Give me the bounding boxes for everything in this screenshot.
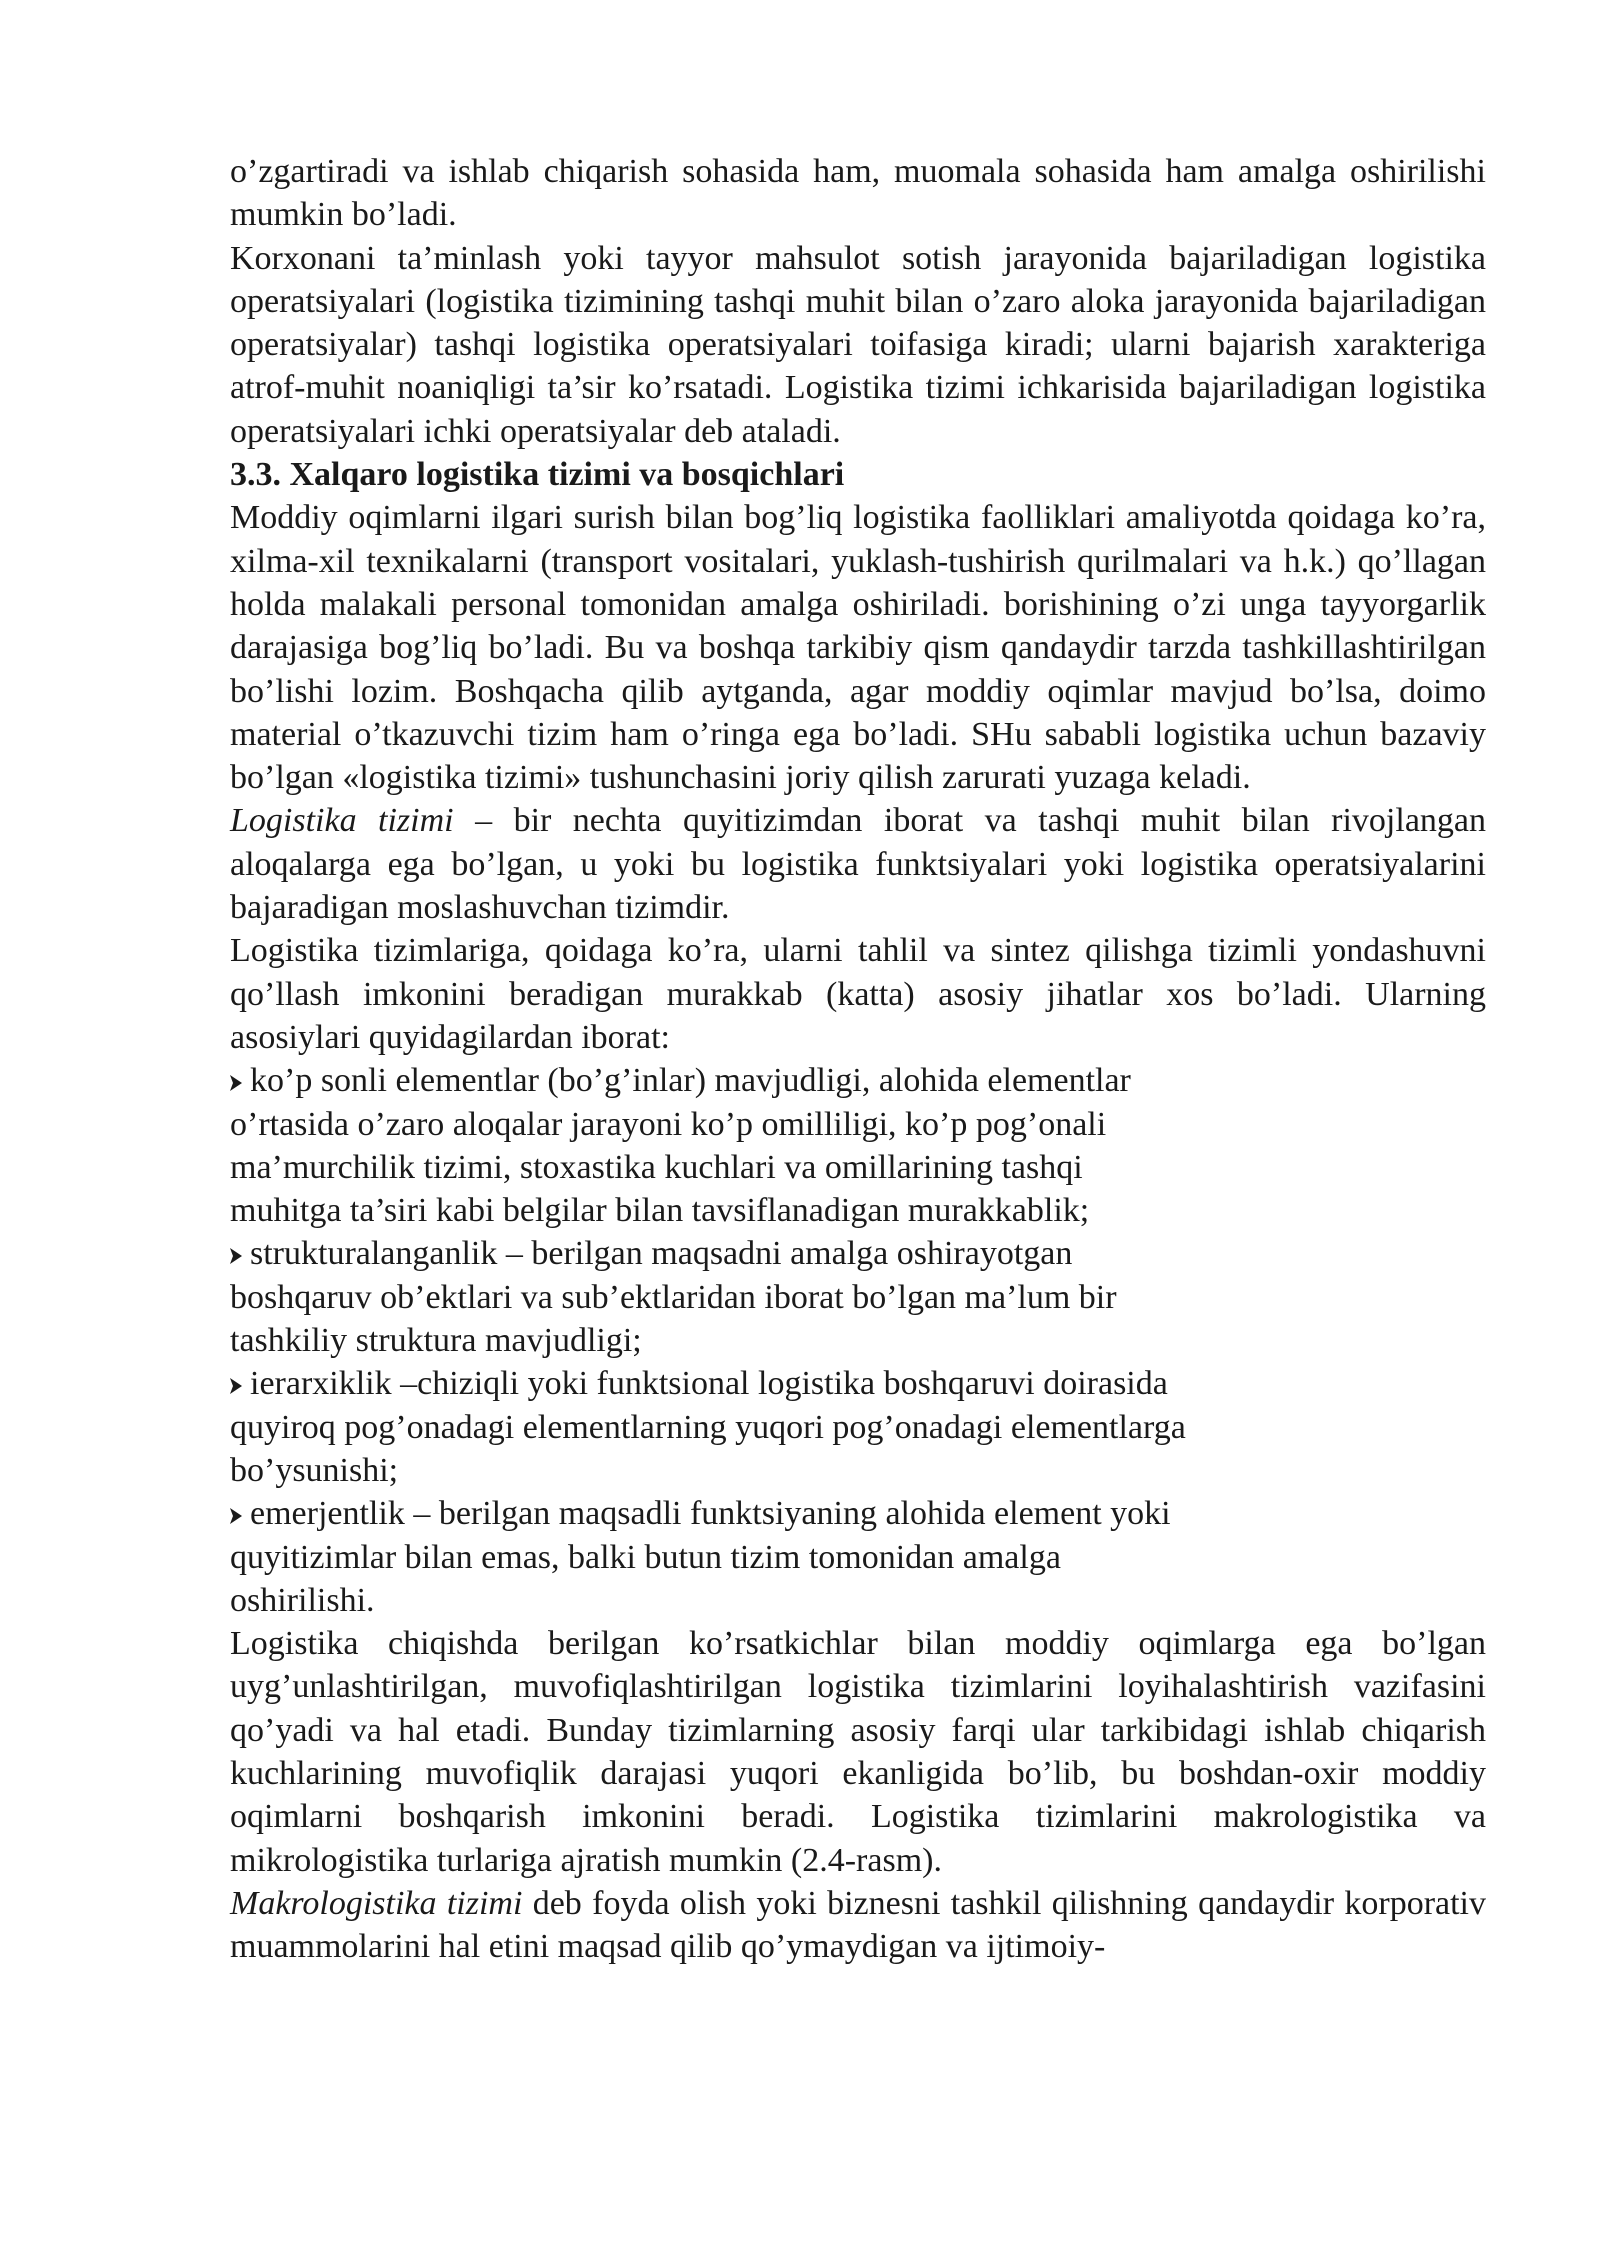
paragraph-continuation: o’zgartiradi va ishlab chiqarish sohasida ham, muomala sohasida ham amalga oshirilishi mumkin bo’ladi. <box>230 153 1486 234</box>
arrowhead-bullet-icon <box>230 1248 242 1264</box>
term-makrologistika-tizimi: Makrologistika tizimi <box>230 1884 523 1922</box>
definition-text: – bir nechta quyitizimdan iborat va tashqi muhit bilan rivojlangan aloqalarga ega bo’lgan, u yoki bu logistika funktsiyalari yoki logistika operatsiyalarini bajaradigan moslashuvchan tizimdir. <box>230 802 1487 927</box>
paragraph-logistics-system-definition <box>230 799 1486 929</box>
document-page <box>230 150 1486 1968</box>
bullet-line: muhitga ta’siri kabi belgilar bilan tavsiflanadigan murakkablik; <box>230 1192 1090 1230</box>
arrowhead-bullet-icon <box>230 1378 242 1394</box>
bullet-item <box>230 1362 1230 1492</box>
bullet-line: o’rtasida o’zaro aloqalar jarayoni ko’p omilliligi, ko’p pog’onali <box>230 1105 1107 1143</box>
paragraph-external-operations: Korxonani ta’minlash yoki tayyor mahsulot sotish jarayonida bajariladigan logistika operatsiyalari (logistika tizimining tashqi muhit bilan o’zaro aloka jarayonida bajariladigan operatsiyalar) tashqi logistika operatsiyalari toifasiga kiradi; ularni bajarish xarakteriga atrof-muhit noaniqligi ta’sir ko’rsatadi. Logistika tizimi ichkarisida bajariladigan logistika operatsiyalari ichki operatsiyalar deb ataladi. <box>230 239 1486 450</box>
bullet-line: quyiroq pog’onadagi elementlarning yuqori pog’onadagi elementlarga <box>230 1408 1186 1446</box>
bullet-line: boshqaruv ob’ektlari va sub’ektlaridan iborat bo’lgan ma’lum bir <box>230 1278 1117 1316</box>
paragraph-macrologistics <box>230 1882 1486 1969</box>
bullet-line: oshirilishi. <box>230 1581 375 1619</box>
bullet-line: ko’p sonli elementlar (bo’g’inlar) mavjudligi, alohida elementlar <box>230 1059 1230 1102</box>
arrowhead-bullet-icon <box>230 1075 242 1091</box>
arrowhead-bullet-icon <box>230 1508 242 1524</box>
bullet-line: emerjentlik – berilgan maqsadli funktsiyaning alohida element yoki <box>230 1492 1230 1535</box>
paragraph-system-features: Logistika tizimlariga, qoidaga ko’ra, ularni tahlil va sintez qilishga tizimli yondashuvni qo’llash imkonini beradigan murakkab (katta) asosiy jihatlar xos bo’ladi. Ularning asosiylari quyidagilardan iborat: <box>230 932 1486 1056</box>
bullet-item <box>230 1492 1230 1622</box>
bullet-line: ierarxiklik –chiziqli yoki funktsional logistika boshqaruvi doirasida <box>230 1362 1230 1405</box>
bullet-line: tashkiliy struktura mavjudligi; <box>230 1322 642 1360</box>
paragraph-integrated-systems: Logistika chiqishda berilgan ko’rsatkichlar bilan moddiy oqimlarga ega bo’lgan uyg’unlashtirilgan, muvofiqlashtirilgan logistika tizimlarini loyihalashtirish vazifasini qo’yadi va hal etadi. Bunday tizimlarning asosiy farqi ular tarkibidagi ishlab chiqarish kuchlarining muvofiqlik darajasi yuqori ekanligida bo’lib, bu boshdan-oxir moddiy oqimlarni boshqarish imkonini beradi. Logistika tizimlarini makrologistika va mikrologistika turlariga ajratish mumkin (2.4-rasm). <box>230 1625 1486 1879</box>
term-logistika-tizimi: Logistika tizimi <box>230 802 454 840</box>
bullet-line: quyitizimlar bilan emas, balki butun tizim tomonidan amalga <box>230 1538 1061 1576</box>
paragraph-material-flows: Moddiy oqimlarni ilgari surish bilan bog’liq logistika faolliklari amaliyotda qoidaga ko’ra, xilma-xil texnikalarni (transport vositalari, yuklash-tushirish qurilmalari va h.k.) qo’llagan holda malakali personal tomonidan amalga oshiriladi. borishining o’zi unga tayyorgarlik darajasiga bog’liq bo’ladi. Bu va boshqa tarkibiy qism qandaydir tarzda tashkillashtirilgan bo’lishi lozim. Boshqacha qilib aytganda, agar moddiy oqimlar mavjud bo’lsa, doimo material o’tkazuvchi tizim ham o’ringa ega bo’ladi. SHu sababli logistika uchun bazaviy bo’lgan «logistika tizimi» tushunchasini joriy qilish zarurati yuzaga keladi. <box>230 499 1486 797</box>
bullet-line: strukturalanganlik – berilgan maqsadni amalga oshirayotgan <box>230 1232 1230 1275</box>
bullet-item <box>230 1232 1230 1362</box>
bullet-line: ma’murchilik tizimi, stoxastika kuchlari va omillarining tashqi <box>230 1148 1083 1186</box>
bullet-item <box>230 1059 1230 1232</box>
definition-text: deb foyda olish yoki biznesni tashkil qilishning qandaydir korporativ muammolarini hal etini maqsad qilib qo’ymaydigan va ijtimoiy- <box>230 1884 1486 1966</box>
bullet-line: bo’ysunishi; <box>230 1451 399 1489</box>
section-heading: 3.3. Xalqaro logistika tizimi va bosqichlari <box>230 456 845 494</box>
